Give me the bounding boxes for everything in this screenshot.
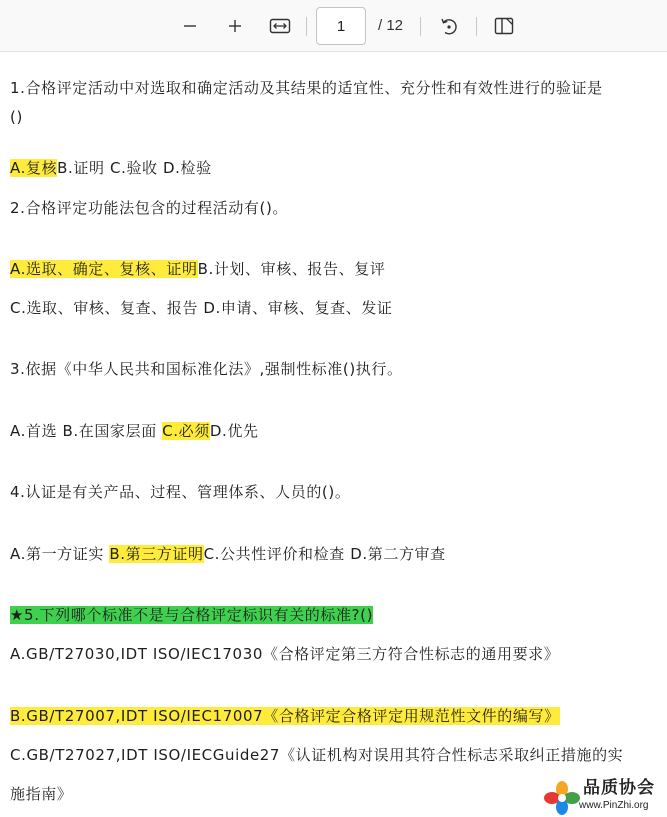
q4-options-pre: A.第一方证实 [10, 545, 104, 563]
minus-icon [182, 18, 198, 34]
pdf-page [0, 52, 667, 817]
q2-options-cont: C.选取、审核、复查、报告 D.申请、审核、复查、发证 [10, 299, 393, 317]
flower-logo-icon [543, 780, 581, 816]
page-view-button[interactable] [488, 10, 520, 42]
q5-option-a: A.GB/T27030,IDT ISO/IEC17030《合格评定第三方符合性标志的通用要求》 [10, 645, 560, 663]
q4-options [10, 543, 446, 565]
q5-text [10, 604, 373, 626]
q1-text: 1.合格评定活动中对选取和确定活动及其结果的适宜性、充分性和有效性进行的验证是 [10, 79, 603, 97]
q5-answer-highlight: B.GB/T27007,IDT ISO/IEC17007《合格评定合格评定用规范性文件的编写》 [10, 707, 560, 725]
toolbar-divider [476, 17, 477, 36]
q4-answer-highlight: B.第三方证明 [109, 545, 204, 563]
q5-option-c-cont: 施指南》 [10, 785, 73, 803]
pdf-toolbar [0, 0, 667, 52]
watermark-url: www.PinZhi.org [579, 800, 649, 811]
q2-answer-highlight: A.选取、确定、复核、证明 [10, 260, 198, 278]
q3-answer-highlight: C.必须 [162, 422, 210, 440]
q5-option-b [10, 705, 560, 727]
rotate-icon [439, 16, 459, 36]
fit-width-icon [269, 17, 291, 35]
q1-text-cont: () [10, 108, 23, 126]
page-number-input[interactable] [316, 7, 366, 45]
q1-options [10, 157, 212, 179]
q2-text: 2.合格评定功能法包含的过程活动有()。 [10, 199, 289, 217]
q4-text: 4.认证是有关产品、过程、管理体系、人员的()。 [10, 483, 351, 501]
zoom-in-button[interactable] [219, 10, 251, 42]
q2-other-options: B.计划、审核、报告、复评 [197, 260, 386, 278]
q5-option-c: C.GB/T27027,IDT ISO/IECGuide27《认证机构对误用其符合性标志采取纠正措施的实 [10, 746, 624, 764]
q3-text: 3.依据《中华人民共和国标准化法》,强制性标准()执行。 [10, 360, 403, 378]
q5-highlight: ★5.下列哪个标准不是与合格评定标识有关的标准?() [10, 606, 374, 624]
plus-icon [227, 18, 243, 34]
q1-answer-highlight: A.复核 [10, 159, 58, 177]
q3-options [10, 420, 259, 442]
toolbar-divider [420, 17, 421, 36]
rotate-button[interactable] [433, 10, 465, 42]
toolbar-divider [306, 17, 307, 36]
fit-width-button[interactable] [264, 10, 296, 42]
watermark-title: 品质协会 [583, 778, 655, 798]
q4-options-post: C.公共性评价和检查 D.第二方审查 [203, 545, 446, 563]
q3-options-pre: A.首选 B.在国家层面 [10, 422, 157, 440]
q2-options [10, 258, 385, 280]
page-view-icon [494, 17, 514, 35]
watermark-logo [541, 777, 667, 817]
q3-options-post: D.优先 [209, 422, 259, 440]
q1-other-options: B.证明 C.验收 D.检验 [57, 159, 212, 177]
zoom-out-button[interactable] [174, 10, 206, 42]
page-total-label: / 12 [378, 17, 404, 34]
